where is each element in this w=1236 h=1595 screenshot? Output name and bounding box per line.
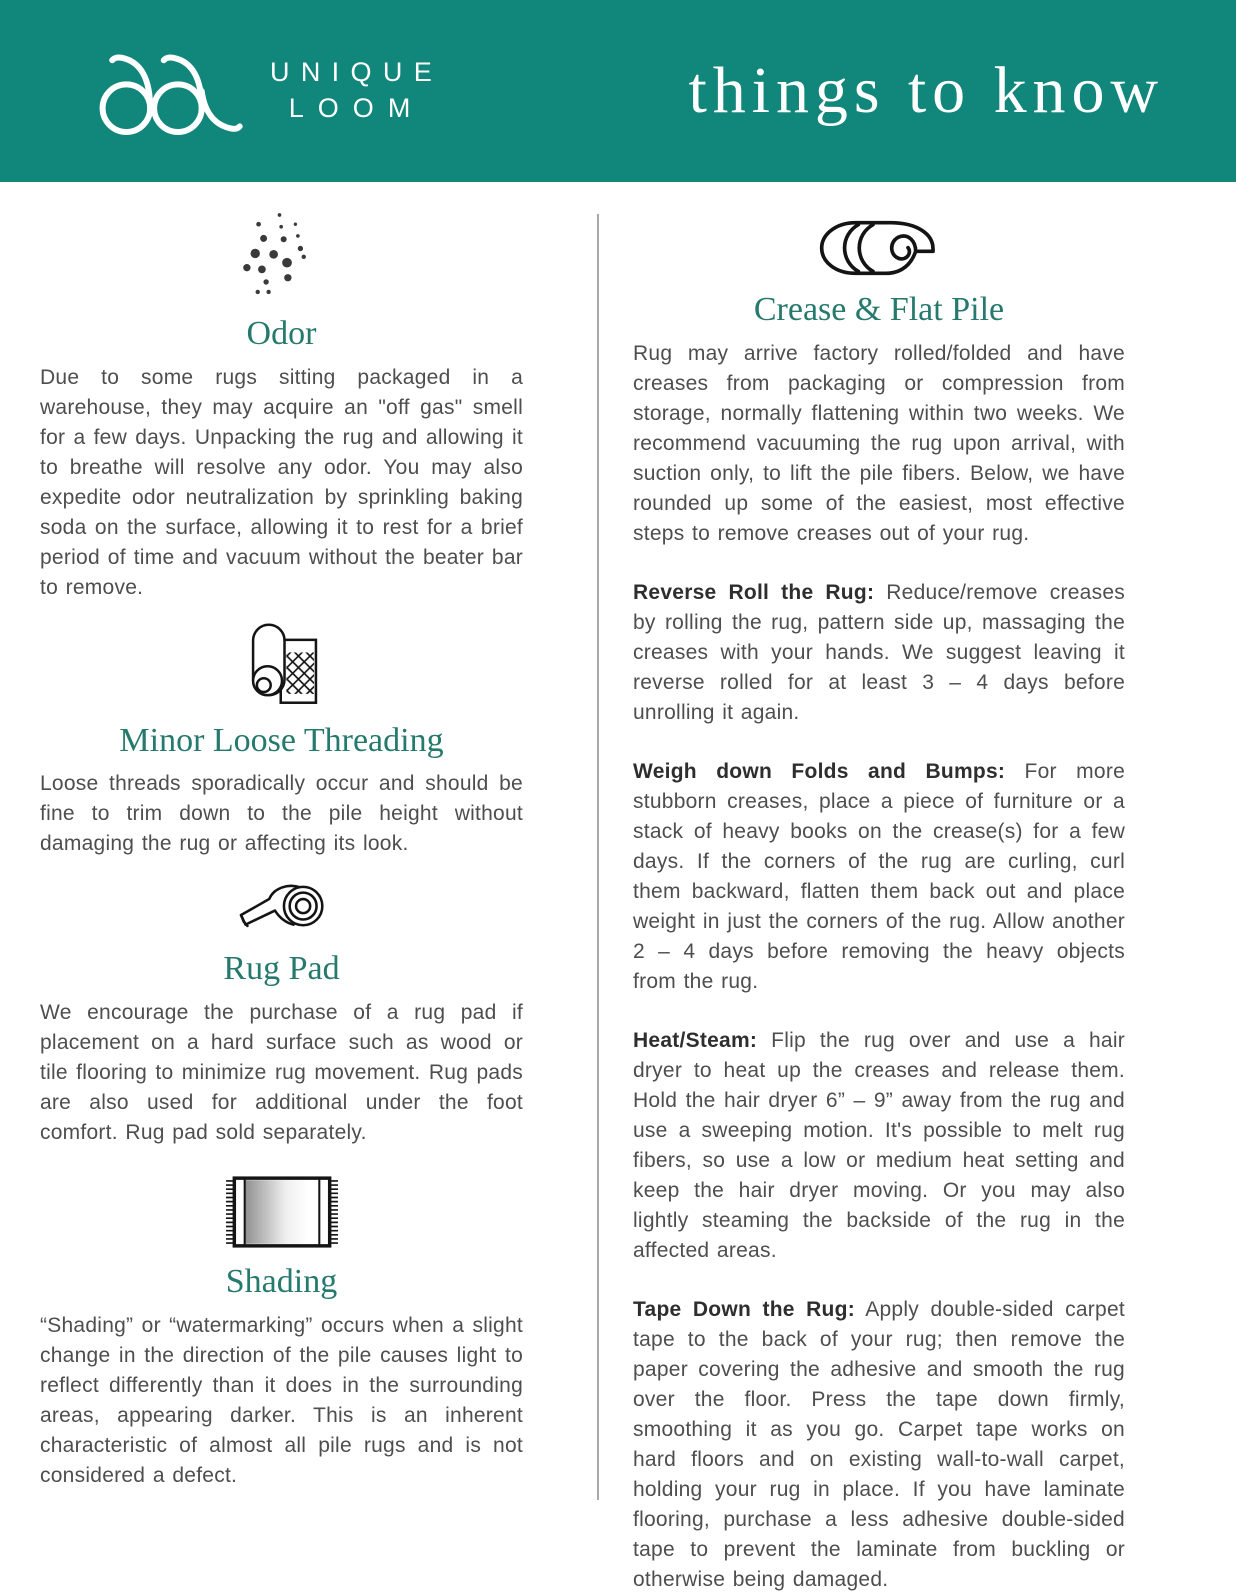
brand-word-loom: LOOM (288, 93, 425, 123)
brand-wordmark (270, 55, 443, 126)
odor-dots-icon (236, 210, 328, 302)
section-heading-loose-threading: Minor Loose Threading (119, 721, 444, 759)
section-body-loose-threading: Loose threads sporadically occur and should be fine to trim down to the pile height without damaging the rug or affecting its look. (40, 772, 523, 856)
tip-weigh-down (633, 757, 1125, 997)
tip-tape-down (633, 1295, 1125, 1595)
tip-heat-steam-text: Flip the rug over and use a hair dryer to heat up the creases and release them. Hold the hair dryer 6” – 9” away from the rug and use a sweeping motion. It's possible to melt rug fibers, so use a low or medium heat setting and keep the hair dryer moving. Or you may also lightly steaming the backside of the rug in the affected areas. (633, 1028, 1125, 1262)
brand-logo (92, 44, 443, 138)
tip-reverse-roll-text: Reduce/remove creases by rolling the rug, pattern side up, massaging the creases with your hands. We suggest leaving it reverse rolled for at least 3 – 4 days before unrolling it again. (633, 580, 1126, 724)
section-heading-rug-pad: Rug Pad (223, 950, 340, 988)
section-heading-odor: Odor (246, 315, 317, 352)
right-column (633, 182, 1125, 1595)
section-heading-shading: Shading (225, 1263, 338, 1301)
section-body-odor: Due to some rugs sitting packaged in a warehouse, they may acquire an "off gas" smell for a few days. Unpacking the rug and allowing it to breathe will resolve any odor. You may also expedite odor neutralization by sprinkling baking soda on the surface, allowing it to rest for a brief period of time and vacuum without the beater bar to remove. (40, 365, 523, 599)
rug-pad-roll-icon (234, 879, 330, 937)
tip-heat-steam (633, 1026, 1125, 1266)
section-shading (40, 1174, 523, 1491)
brand-word-unique: UNIQUE (270, 57, 444, 88)
page-title: things to know (688, 54, 1164, 127)
column-divider (597, 214, 599, 1500)
section-loose-threading (40, 621, 523, 860)
tip-tape-down-label: Tape Down the Rug: (633, 1297, 855, 1321)
rolled-rug-side-icon (815, 218, 943, 278)
tip-reverse-roll-label: Reverse Roll the Rug: (633, 580, 875, 604)
left-column (40, 182, 523, 1491)
content-area (0, 182, 1236, 1591)
section-crease-flat-pile (633, 218, 1125, 1595)
tip-heat-steam-label: Heat/Steam: (633, 1028, 758, 1052)
section-heading-crease: Crease & Flat Pile (753, 291, 1005, 328)
header-banner (0, 0, 1236, 182)
section-body-crease-intro: Rug may arrive factory rolled/folded and have creases from packaging or compression from storage, normally flattening within two weeks. We recommend vacuuming the rug upon arrival, with suction only, to lift the pile fibers. Below, we have rounded up some of the easiest, most effective steps to remove creases out of your rug. (633, 341, 1125, 545)
rolled-rug-crosshatch-icon (244, 621, 320, 709)
tip-weigh-down-label: Weigh down Folds and Bumps: (633, 759, 1006, 783)
tip-tape-down-text: Apply double-sided carpet tape to the back of your rug; then remove the paper covering the adhesive and smooth the rug over the floor. Press the tape down firmly, smoothing it as you go. Carpet tape works on hard floors and on existing wall-to-wall carpet, holding your rug in place. If you have laminate flooring, purchase a less adhesive double-sided tape to prevent the laminate from buckling or otherwise being damaged. (633, 1297, 1125, 1591)
tip-reverse-roll (633, 578, 1125, 728)
section-rug-pad (40, 879, 523, 1148)
shaded-rug-icon (221, 1174, 343, 1250)
section-body-shading: “Shading” or “watermarking” occurs when a slight change in the direction of the pile causes light to reflect differently than it does in the surrounding areas, appearing darker. This is an inherent characteristic of almost all pile rugs and is not considered a defect. (40, 1313, 523, 1487)
tip-weigh-down-text: For more stubborn creases, place a piece of furniture or a stack of heavy books on the crease(s) for a few days. If the corners of the rug are curling, curl them backward, flatten them back out and place weight in just the corners of the rug. Allow another 2 – 4 days before removing the heavy objects from the rug. (633, 759, 1125, 993)
section-body-rug-pad: We encourage the purchase of a rug pad if placement on a hard surface such as wood or tile flooring to minimize rug movement. Rug pads are also used for additional under the foot comfort. Rug pad sold separately. (40, 1001, 523, 1145)
section-odor (40, 210, 523, 603)
unique-loom-dd-logo-icon (92, 44, 244, 138)
